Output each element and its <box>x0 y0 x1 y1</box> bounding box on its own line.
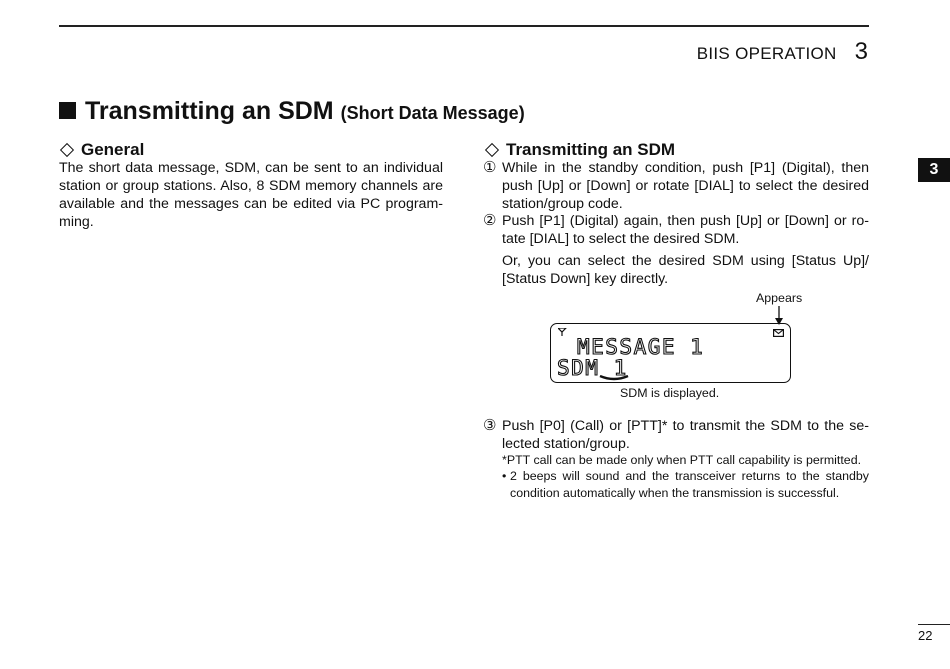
transmit-heading <box>484 140 675 160</box>
step-3-text: Push [P0] (Call) or [PTT]* to transmit the SDM to the se-lected station/group. <box>502 418 869 452</box>
appears-label: Appears <box>756 291 803 305</box>
general-heading-text: General <box>81 140 145 159</box>
step-1-number: ① <box>483 159 497 176</box>
alt-note: Or, you can select the desired SDM using [Status Up]/ [Status Down] key directly. <box>502 253 869 287</box>
square-bullet-icon <box>59 102 76 119</box>
lcd-display <box>550 323 791 383</box>
step-3-number: ③ <box>483 417 497 434</box>
chapter-tab: 3 <box>918 158 950 182</box>
cursor-underline <box>599 375 629 381</box>
step-1 <box>483 159 869 213</box>
antenna-icon <box>558 328 567 336</box>
general-body: The short data message, SDM, can be sent to an individual station or group stations. Also, 8 SDM memory channels are available and the messages can be edited via PC program-ming. <box>59 160 443 230</box>
page-header <box>697 38 868 66</box>
page-number: 22 <box>918 628 933 643</box>
bullet-icon: • <box>502 469 507 483</box>
general-heading <box>59 140 144 160</box>
footer-rule <box>918 624 950 625</box>
header-title: BIIS OPERATION <box>696 44 837 63</box>
section-subtitle: (Short Data Message) <box>340 103 525 123</box>
step-2-text: Push [P1] (Digital) again, then push [Up] or [Down] or ro-tate [DIAL] to select the desired SDM. <box>502 213 869 247</box>
envelope-icon <box>773 329 784 337</box>
lcd-line-1: MESSAGE 1 <box>577 335 705 359</box>
section-title <box>59 97 525 126</box>
step-2 <box>483 212 869 248</box>
diamond-icon <box>60 143 74 157</box>
ptt-note: *PTT call can be made only when PTT call capability is permitted. <box>502 453 862 467</box>
diamond-icon <box>485 143 499 157</box>
step-2-number: ② <box>483 212 497 229</box>
transmit-heading-text: Transmitting an SDM <box>506 140 676 159</box>
step-3 <box>483 417 869 453</box>
figure-caption: SDM is displayed. <box>620 386 720 400</box>
step-1-text: While in the standby condition, push [P1] (Digital), then push [Up] or [Down] or rotate [DIAL] to select the desired station/group code. <box>502 160 869 212</box>
bullet-text: 2 beeps will sound and the transceiver returns to the standby condition automatically when the transmission is successful. <box>510 469 869 500</box>
bullet-note <box>502 468 869 501</box>
lcd-line-2: SDM 1 <box>557 356 628 380</box>
header-rule <box>59 25 869 27</box>
header-chapter-number: 3 <box>854 38 868 65</box>
section-title-text: Transmitting an SDM <box>85 97 334 125</box>
